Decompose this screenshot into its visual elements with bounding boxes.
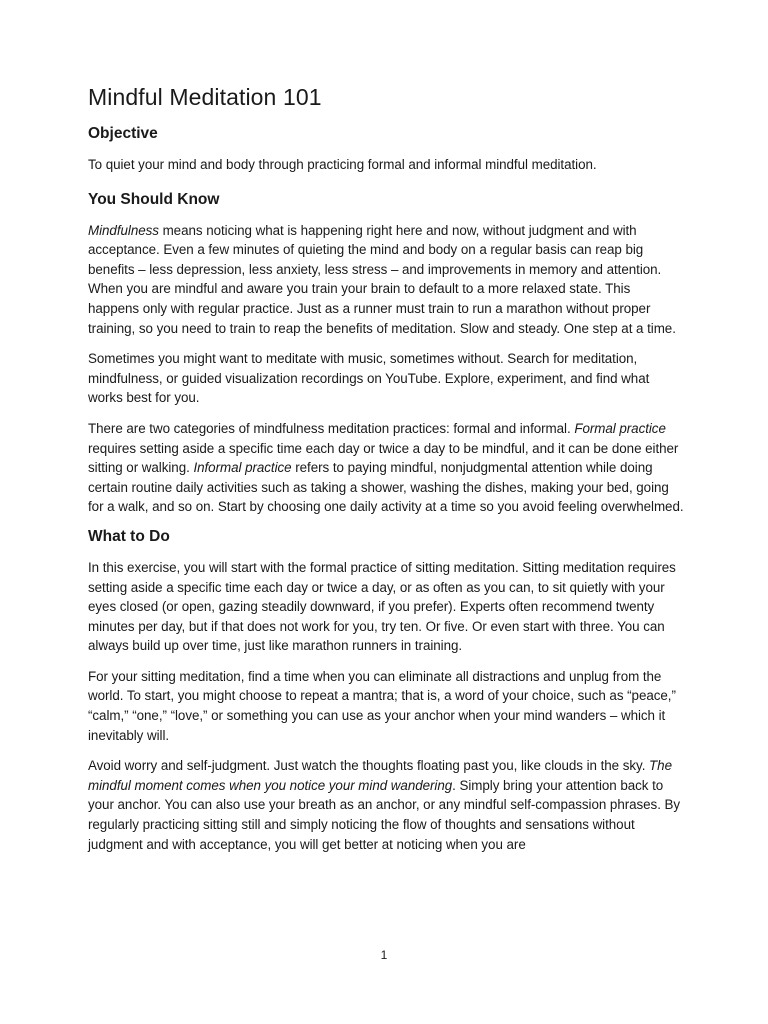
sitting-meditation-paragraph: In this exercise, you will start with the formal practice of sitting meditation. Sitting meditation requires setting aside a specific time each day or twice a day, or as often as you can, to sit quietly with your eyes closed (or open, gazing steadily downward, if you prefer). Experts often recommend twenty minutes per day, but if that does not work for you, try ten. Or five. Or even start with three. You can always build up over time, just like marathon runners in training. (88, 559, 676, 654)
objective-paragraph: To quiet your mind and body through practicing formal and informal mindful meditation. (88, 157, 597, 172)
document-title: Mindful Meditation 101 (88, 84, 322, 110)
mindful-moment-emphasis: The mindful moment comes when you notice your mind wandering (88, 758, 672, 793)
page-number: 1 (380, 948, 388, 962)
categories-text-b: requires setting aside a specific time each day or twice a day to be mindful, and it can be done either sitting or walking. (88, 440, 679, 476)
what-to-do-heading: What to Do (88, 527, 170, 545)
document-page (88, 84, 684, 865)
categories-text-a: There are two categories of mindfulness meditation practices: formal and informal. (88, 420, 575, 436)
self-judgment-paragraph (88, 756, 684, 854)
mindfulness-paragraph (88, 221, 684, 339)
mindfulness-term: Mindfulness (88, 222, 159, 238)
you-should-know-heading: You Should Know (88, 190, 220, 208)
objective-heading: Objective (88, 125, 158, 142)
categories-text-c: refers to paying mindful, nonjudgmental attention while doing certain routine daily activities such as taking a shower, washing the dishes, making your bed, going for a walk, and so on. Start by choosing one daily activity at a time so you avoid feeling overwhelmed. (88, 460, 684, 515)
mantra-paragraph: For your sitting meditation, find a time when you can eliminate all distractions and unplug from the world. To start, you might choose to repeat a mantra; that is, a word of your choice, such as “peace,” “calm,” “one,” “love,” or something you can use as your anchor when your mind wanders – which it inevitably will. (88, 668, 676, 743)
informal-practice-term: Informal practice (193, 460, 292, 476)
mindfulness-text: means noticing what is happening right here and now, without judgment and with acceptance. Even a few minutes of quieting the mind and body on a regular basis can reap big benefits – less depression, less anxiety, less stress – and improvements in memory and attention. When you are mindful and aware you train your brain to default to a more relaxed state. This happens only with regular practice. Just as a runner must train to run a marathon without proper training, so you need to train to reap the benefits of meditation. Slow and steady. One step at a time. (88, 222, 676, 336)
formal-practice-term: Formal practice (574, 420, 666, 436)
categories-paragraph (88, 419, 684, 517)
self-judgment-text-a: Avoid worry and self-judgment. Just watch the thoughts floating past you, like clouds in the sky. (88, 758, 650, 774)
music-paragraph: Sometimes you might want to meditate with music, sometimes without. Search for meditation, mindfulness, or guided visualization recordings on YouTube. Explore, experiment, and find what works best for you. (88, 351, 650, 406)
self-judgment-text-b: . Simply bring your attention back to your anchor. You can also use your breath as an anchor, or any mindful self-compassion phrases. By regularly practicing sitting still and simply noticing the flow of thoughts and sensations without judgment and with acceptance, you will get better at noticing when you are (88, 777, 681, 852)
